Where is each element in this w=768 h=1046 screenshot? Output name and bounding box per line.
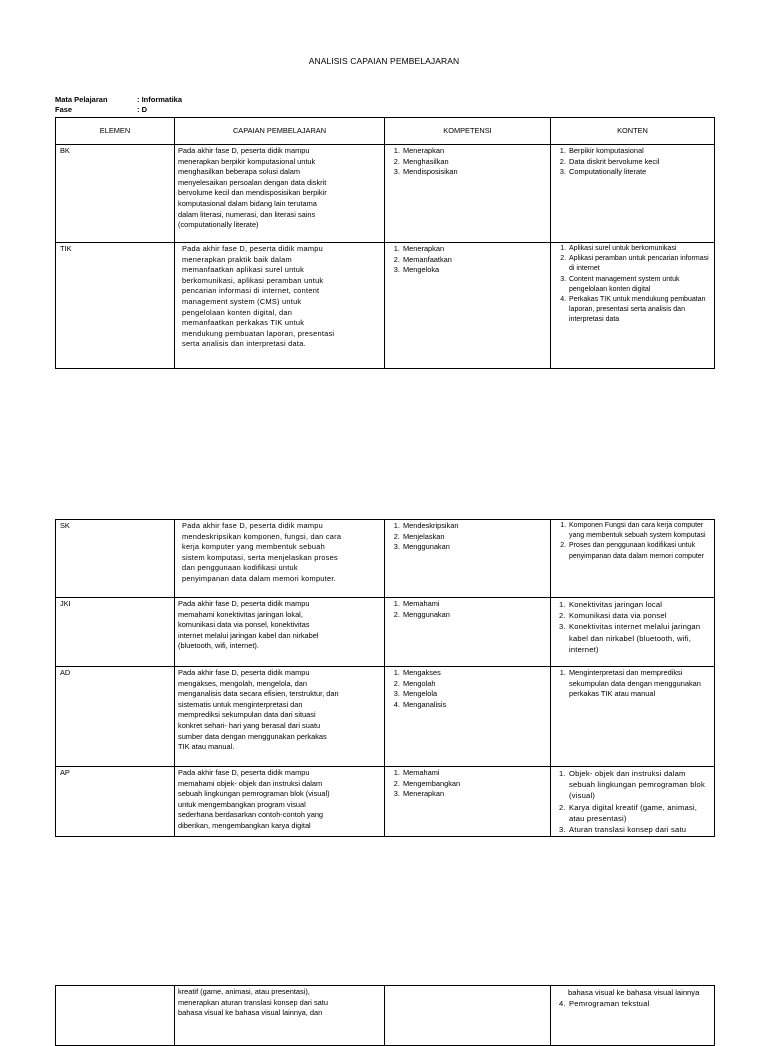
cell-kompetensi (385, 598, 551, 667)
cell-konten (551, 520, 715, 598)
list-item: 1. Menerapkan (402, 244, 546, 255)
meta-row-subject (55, 95, 182, 105)
list-item: 2. Mengembangkan (402, 779, 546, 790)
header-kompetensi: KOMPETENSI (385, 118, 551, 145)
list-item: 3. Mengelola (402, 689, 546, 700)
cell-capaian: Pada akhir fase D, peserta didik mampu mendeskripsikan komponen, fungsi, dan cara kerja komputer yang membentuk sebuah sistem komputasi, serta menjelaskan proses dan penggunaan kodifikasi untuk penyimpanan data dalam memori komputer. (175, 520, 385, 598)
list-item: 2. Karya digital kreatif (game, animasi, atau presentasi) (568, 802, 710, 824)
list-item: 1. Menerapkan (402, 146, 546, 157)
list-item: 2. Mengolah (402, 679, 546, 690)
meta-block (55, 95, 182, 115)
cell-kompetensi (385, 145, 551, 243)
meta-row-phase (55, 105, 182, 115)
list-item: 3. Mendisposisikan (402, 167, 546, 178)
list-item: 3. Menerapkan (402, 789, 546, 800)
cell-elemen: AP (56, 767, 175, 837)
table-row (56, 986, 715, 1046)
cell-konten (551, 767, 715, 837)
table-row (56, 767, 715, 837)
list-item: 1. Berpikir komputasional (568, 146, 710, 157)
cell-capaian: Pada akhir fase D, peserta didik mampu memahami objek- objek dan instruksi dalam sebuah lingkungan pemrograman blok (visual) untuk mengembangkan program visual sederhana berdasarkan contoh-contoh yang diberikan, mengembangkan karya digital (175, 767, 385, 837)
cell-konten (551, 667, 715, 767)
cell-konten (551, 986, 715, 1046)
cell-elemen: BK (56, 145, 175, 243)
cell-elemen (56, 986, 175, 1046)
cell-kompetensi (385, 767, 551, 837)
list-item: 1. Aplikasi surel untuk berkomunikasi (568, 244, 710, 254)
list-item: 1. Mengakses (402, 668, 546, 679)
meta-value: : D (137, 105, 147, 114)
list-item: 2. Komunikasi data via ponsel (568, 610, 710, 621)
cell-capaian: Pada akhir fase D, peserta didik mampu menerapkan berpikir komputasional untuk menghasilkan beberapa solusi dalam menyelesaikan persoalan dengan data diskrit bervolume kecil dan mendisposisikan berpikir komputasional dalam bidang lain terutama dalam literasi, numerasi, dan literasi sains (computationally literate) (175, 145, 385, 243)
cell-konten (551, 598, 715, 667)
meta-label: Fase (55, 105, 73, 114)
cell-konten (551, 145, 715, 243)
konten-continuation: bahasa visual ke bahasa visual lainnya (568, 988, 700, 997)
list-item: 2. Menggunakan (402, 610, 546, 621)
table-row (56, 598, 715, 667)
cell-elemen: JKI (56, 598, 175, 667)
table-header-row (56, 118, 715, 145)
list-item: 1. Memahami (402, 768, 546, 779)
table-row (56, 520, 715, 598)
list-item: 1. Memahami (402, 599, 546, 610)
meta-label: Mata Pelajaran (55, 95, 108, 104)
cell-capaian: Pada akhir fase D, peserta didik mampu menerapkan praktik baik dalam memanfaatkan aplikasi surel untuk berkomunikasi, aplikasi peramban untuk pencarian informasi di internet, content management system (CMS) untuk pengelolaan konten digital, dan memanfaatkan perkakas TIK untuk mendukung pembuatan laporan, presentasi serta analisis dan interpretasi data. (175, 243, 385, 369)
cp-table-part-1 (55, 117, 715, 369)
cell-elemen: AD (56, 667, 175, 767)
table-row (56, 243, 715, 369)
list-item: 2. Proses dan penggunaan kodifikasi untuk penyimpanan data dalam memori computer (568, 541, 710, 561)
table-row (56, 667, 715, 767)
list-item: 2. Memanfaatkan (402, 255, 546, 266)
document-title: ANALISIS CAPAIAN PEMBELAJARAN (308, 56, 460, 66)
list-item: 1. Objek- objek dan instruksi dalam sebuah lingkungan pemrograman blok (visual) (568, 768, 710, 802)
list-item: 3. Menggunakan (402, 542, 546, 553)
list-item: 2. Data diskrit bervolume kecil (568, 157, 710, 168)
cell-kompetensi (385, 667, 551, 767)
table-row (56, 145, 715, 243)
list-item: 2. Menjelaskan (402, 532, 546, 543)
cell-elemen: TIK (56, 243, 175, 369)
cell-kompetensi (385, 243, 551, 369)
list-item: 3. Content management system untuk pengelolaan konten digital (568, 275, 710, 295)
cell-kompetensi (385, 986, 551, 1046)
list-item: 4. Menganalisis (402, 700, 546, 711)
list-item: 1. Menginterpretasi dan memprediksi sekumpulan data dengan menggunakan perkakas TIK atau manual (568, 668, 710, 700)
cell-elemen: SK (56, 520, 175, 598)
cell-capaian: Pada akhir fase D, peserta didik mampu mengakses, mengolah, mengelola, dan menganalisis data secara efisien, terstruktur, dan sistematis untuk menginterpretasi dan memprediksi sekumpulan data dari situasi konkret sehari- hari yang berasal dari suatu sumber data dengan menggunakan perkakas TIK atau manual. (175, 667, 385, 767)
cell-capaian: Pada akhir fase D, peserta didik mampu memahami konektivitas jaringan lokal, komunikasi data via ponsel, konektivitas internet melalui jaringan kabel dan nirkabel (bluetooth, wifi, internet). (175, 598, 385, 667)
cell-capaian: kreatif (game, animasi, atau presentasi), menerapkan aturan translasi konsep dari satu bahasa visual ke bahasa visual lainnya, dan (175, 986, 385, 1046)
list-item: 3. Computationally literate (568, 167, 710, 178)
list-item: 3. Mengeloka (402, 265, 546, 276)
list-item: 4. Perkakas TIK untuk mendukung pembuatan laporan, presentasi serta analisis dan interpretasi data (568, 295, 710, 326)
cp-table-part-3 (55, 985, 715, 1046)
list-item: 2. Menghasilkan (402, 157, 546, 168)
list-item: 3. Konektivitas internet melalui jaringan kabel dan nirkabel (bluetooth, wifi, internet) (568, 621, 710, 655)
cell-konten (551, 243, 715, 369)
list-item: 1. Konektivitas jaringan local (568, 599, 710, 610)
header-elemen: ELEMEN (56, 118, 175, 145)
header-konten: KONTEN (551, 118, 715, 145)
cp-table-part-2 (55, 519, 715, 837)
list-item: 1. Komponen Fungsi dan cara kerja computer yang membentuk sebuah system komputasi (568, 521, 710, 541)
list-item: 3. Aturan translasi konsep dari satu (568, 824, 710, 835)
list-item: 1. Mendeskripsikan (402, 521, 546, 532)
meta-value: : Informatika (137, 95, 183, 104)
cell-kompetensi (385, 520, 551, 598)
list-item: 2. Aplikasi peramban untuk pencarian informasi di internet (568, 254, 710, 274)
header-capaian: CAPAIAN PEMBELAJARAN (175, 118, 385, 145)
list-item: 4. Pemrograman tekstual (568, 998, 710, 1009)
